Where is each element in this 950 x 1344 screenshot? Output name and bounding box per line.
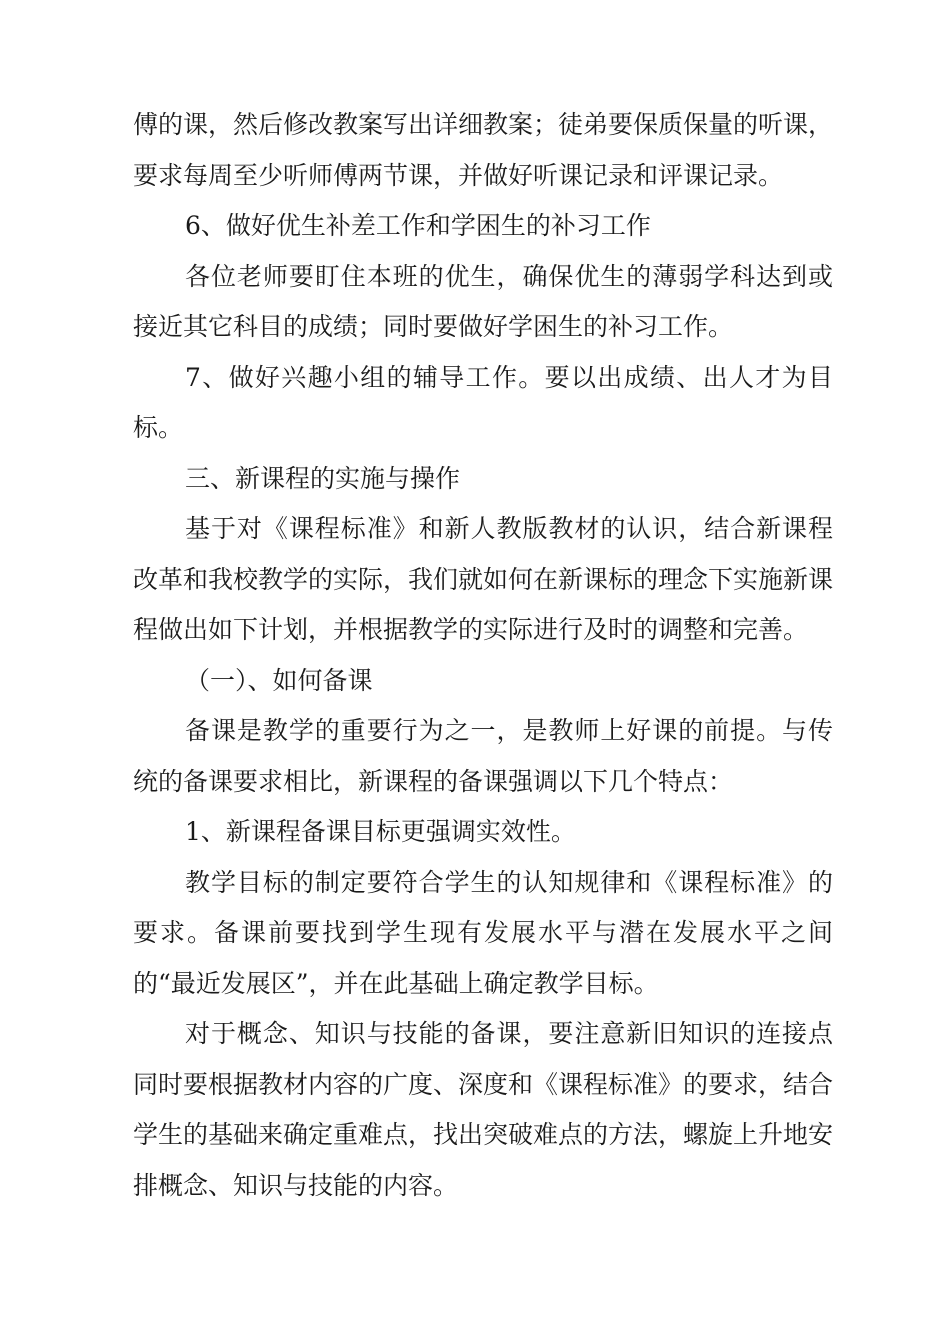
section-heading-3: 三、新课程的实施与操作: [185, 463, 461, 493]
document-body: [133, 100, 833, 1211]
item-heading-7: 7、做好兴趣小组的辅导工作。要以出成绩、出人才为目标。: [133, 362, 833, 442]
paragraph: 教学目标的制定要符合学生的认知规律和《课程标准》的要求。备课前要找到学生现有发展水平与潜在发展水平之间的“最近发展区”，并在此基础上确定教学目标。: [133, 867, 833, 998]
paragraph: 基于对《课程标准》和新人教版教材的认识，结合新课程改革和我校教学的实际，我们就如何在新课标的理念下实施新课程做出如下计划，并根据教学的实际进行及时的调整和完善。: [133, 514, 834, 644]
item-heading-6: 6、做好优生补差工作和学困生的补习工作: [185, 211, 651, 240]
paragraph: 各位老师要盯住本班的优生，确保优生的薄弱学科达到或接近其它科目的成绩；同时要做好学困生的补习工作。: [133, 261, 833, 341]
paragraph: 对于概念、知识与技能的备课，要注意新旧知识的连接点同时要根据教材内容的广度、深度和《课程标准》的要求，结合学生的基础来确定重难点，找出突破难点的方法，螺旋上升地安排概念、知识与技能的内容。: [133, 1019, 834, 1200]
paragraph-continuation: 傅的课，然后修改教案写出详细教案；徒弟要保质保量的听课，要求每周至少听师傅两节课，并做好听课记录和评课记录。: [133, 110, 834, 190]
paragraph: 备课是教学的重要行为之一，是教师上好课的前提。与传统的备课要求相比，新课程的备课强调以下几个特点：: [133, 716, 833, 796]
item-heading-1: 1、新课程备课目标更强调实效性。: [185, 817, 576, 846]
subsection-heading-1: （一）、如何备课: [185, 665, 373, 695]
